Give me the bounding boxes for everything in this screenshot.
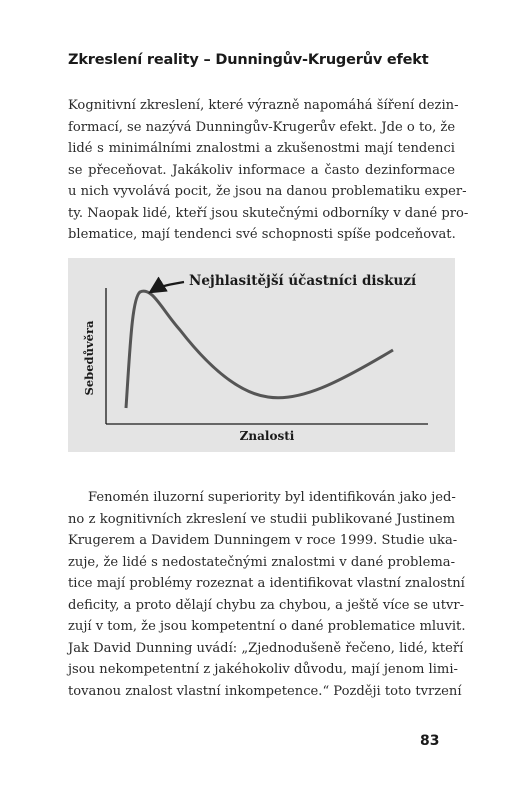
paragraph-line: tice mají problémy rozeznat a identifikovat vlastní znalostní xyxy=(68,576,465,591)
x-axis-label: Znalosti xyxy=(239,429,295,443)
dunning-kruger-figure xyxy=(68,258,455,452)
annotation-label: Nejhlasitější účastníci diskuzí xyxy=(189,273,417,289)
paragraph-line: zují v tom, že jsou kompetentní o dané problematice mluvit. xyxy=(68,619,466,634)
paragraph-line: no z kognitivních zkreslení ve studii publikované Justinem xyxy=(68,511,455,527)
annotation-arrow xyxy=(152,282,184,291)
confidence-curve xyxy=(126,291,393,408)
section-heading: Zkreslení reality – Dunningův-Krugerův efekt xyxy=(68,52,429,68)
y-axis-label: Sebedůvěra xyxy=(82,320,96,396)
paragraph-line: zuje, že lidé s nedostatečnými znalostmi v dané problema- xyxy=(68,554,455,570)
paragraph-line: Kognitivní zkreslení, které výrazně napomáhá šíření dezin- xyxy=(68,98,459,113)
paragraph-line: deficity, a proto dělají chybu za chybou, a ještě více se utvr- xyxy=(68,597,465,613)
paragraph-line: Jak David Dunning uvádí: „Zjednodušeně řečeno, lidé, kteří xyxy=(68,640,464,656)
paragraph-line: blematice, mají tendenci své schopnosti spíše podceňovat. xyxy=(68,227,456,242)
paragraph-line: tovanou znalost vlastní inkompetence.“ Později toto tvrzení xyxy=(68,683,462,699)
paragraph-line: lidé s minimálními znalostmi a zkušenostmi mají tendenci xyxy=(68,141,455,156)
paragraph-line: u nich vyvolává pocit, že jsou na danou problematiku exper- xyxy=(68,184,467,199)
dunning-kruger-diagram xyxy=(68,258,455,452)
paragraph-line: formací, se nazývá Dunningův-Krugerův efekt. Jde o to, že xyxy=(68,119,456,135)
intro-paragraph xyxy=(68,95,469,246)
paragraph-line: Fenomén iluzorní superiority byl identifikován jako jed- xyxy=(88,490,456,505)
main-paragraph xyxy=(68,487,466,702)
page-number: 83 xyxy=(420,733,440,749)
paragraph-line: Krugerem a Davidem Dunningem v roce 1999. Studie uka- xyxy=(68,533,458,548)
paragraph-line: se přeceňovat. Jakákoliv informace a často dezinformace xyxy=(68,162,455,178)
paragraph-line: ty. Naopak lidé, kteří jsou skutečnými odborníky v dané pro- xyxy=(68,205,469,221)
paragraph-line: jsou nekompetentní z jakéhokoliv důvodu, mají jenom limi- xyxy=(68,662,458,677)
